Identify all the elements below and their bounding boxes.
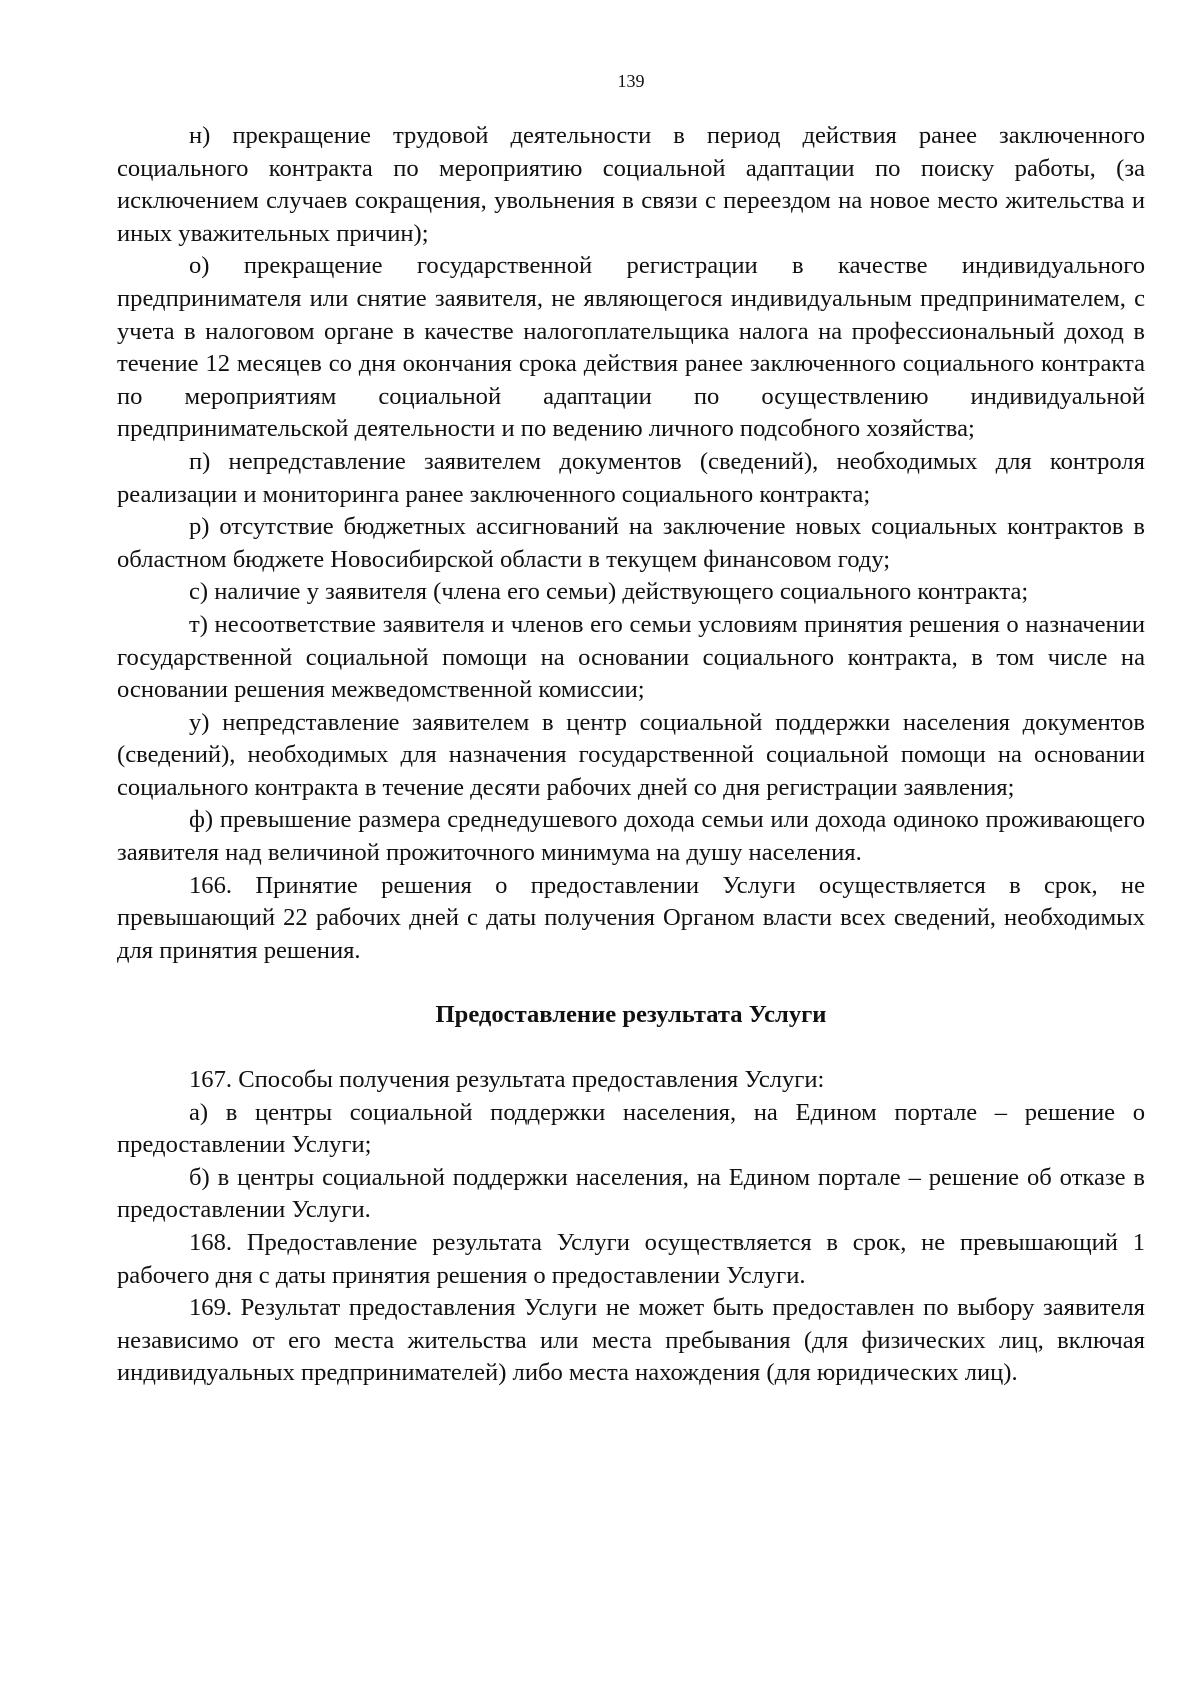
paragraph-p: п) непредставление заявителем документов (сведений), необходимых для контроля реализации и мониторинга ранее заключенного социального контракта; (117, 447, 1145, 508)
paragraph-n: н) прекращение трудовой деятельности в период действия ранее заключенного социального контракта по мероприятию социальной адаптации по поиску работы, (за исключением случаев сокращения, увольнения в связи с переездом на новое место жительства и иных уважительных причин); (117, 122, 1145, 247)
paragraph-r: р) отсутствие бюджетных ассигнований на заключение новых социальных контрактов в областном бюджете Новосибирской области в текущем финансовом году; (117, 513, 1145, 573)
document-page (117, 0, 1145, 1697)
paragraph-o: о) прекращение государственной регистрации в качестве индивидуального предпринимателя или снятие заявителя, не являющегося индивидуальным предпринимателем, с учета в налоговом органе в качестве налогоплательщика налога на профессиональный доход в течение 12 месяцев со дня окончания срока действия ранее заключенного социального контракта по мероприятиям социальной адаптации по осуществлению индивидуальной предпринимательской деятельности и по ведению личного подсобного хозяйства; (117, 252, 1145, 443)
paragraph-u: у) непредставление заявителем в центр социальной поддержки населения документов (сведений), необходимых для назначения государственной социальной помощи на основании социального контракта в течение десяти рабочих дней со дня регистрации заявления; (117, 708, 1145, 801)
paragraph-t: т) несоответствие заявителя и членов его семьи условиям принятия решения о назначении государственной социальной помощи на основании социального контракта, в том числе на основании решения межведомственной комиссии; (117, 610, 1145, 704)
page-number: 139 (617, 71, 645, 91)
paragraph-167-b: б) в центры социальной поддержки населения, на Едином портале – решение об отказе в предоставлении Услуги. (117, 1163, 1145, 1224)
paragraph-168: 168. Предоставление результата Услуги осуществляется в срок, не превышающий 1 рабочего дня с даты принятия решения о предоставлении Услуги. (117, 1229, 1145, 1289)
paragraph-167: 167. Способы получения результата предоставления Услуги: (189, 1066, 825, 1094)
document-body (117, 120, 1145, 1390)
paragraph-166: 166. Принятие решения о предоставлении Услуги осуществляется в срок, не превышающий 22 рабочих дней с даты получения Органом власти всех сведений, необходимых для принятия решения. (117, 871, 1145, 964)
paragraph-169: 169. Результат предоставления Услуги не может быть предоставлен по выбору заявителя независимо от его места жительства или места пребывания (для физических лиц, включая индивидуальных предпринимателей) либо места нахождения (для юридических лиц). (117, 1294, 1145, 1387)
paragraph-f: ф) превышение размера среднедушевого дохода семьи или дохода одиноко проживающего заявителя над величиной прожиточного минимума на душу населения. (117, 806, 1145, 867)
paragraph-s: с) наличие у заявителя (члена его семьи) действующего социального контракта; (189, 578, 1029, 606)
section-heading: Предоставление результата Услуги (435, 1001, 827, 1029)
paragraph-167-a: а) в центры социальной поддержки населения, на Едином портале – решение о предоставлении Услуги; (117, 1098, 1145, 1159)
